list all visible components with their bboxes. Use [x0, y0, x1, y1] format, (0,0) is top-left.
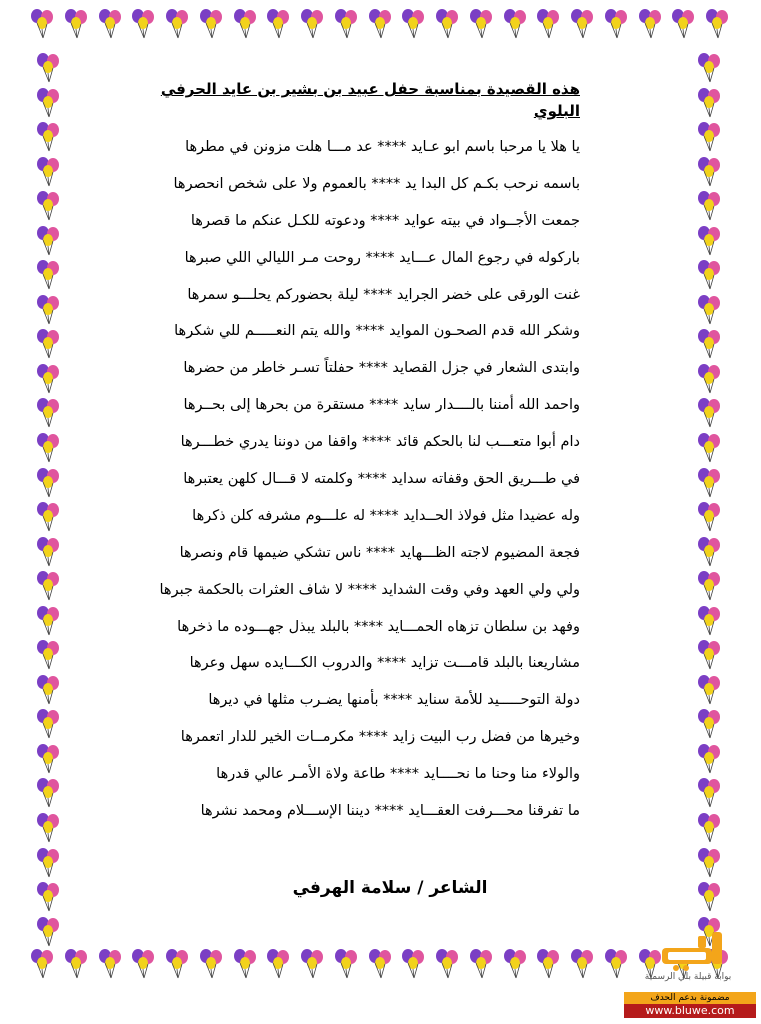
balloon-cluster-icon: [534, 948, 564, 980]
balloon-cluster-icon: [34, 536, 64, 568]
balloon-cluster-icon: [96, 8, 126, 40]
balloon-cluster-icon: [399, 8, 429, 40]
balloon-cluster-icon: [695, 190, 725, 222]
balloon-cluster-icon: [34, 639, 64, 671]
balloon-cluster-icon: [695, 225, 725, 257]
logo-url-link[interactable]: www.bluwe.com: [624, 1004, 756, 1018]
balloon-cluster-icon: [34, 708, 64, 740]
balloon-cluster-icon: [34, 156, 64, 188]
poem-verse: في طـــريق الحق وقفاته سدايد **** وكلمته لا قـــال كلهن يعتبرها: [183, 471, 580, 488]
balloon-cluster-icon: [28, 948, 58, 980]
balloon-border-left: [28, 52, 72, 948]
poem-verse: باسمه نرحب بكـم كل البدا يد **** بالعموم ولا على شخص انحصرها: [173, 175, 580, 192]
poem-title: هذه القصيدة بمناسبة حفل عبيد بن بشير بن عايد الحرفي البلوي: [160, 80, 580, 120]
balloon-cluster-icon: [96, 948, 126, 980]
balloon-cluster-icon: [34, 52, 64, 84]
logo-tagline: بوابة قبيلة بلي الرسمية: [644, 972, 732, 982]
balloon-cluster-icon: [34, 812, 64, 844]
poem-verse: وشكر الله قدم الصحـون الموايد **** والله يتم النعـــــم للي شكرها: [174, 323, 580, 340]
balloon-cluster-icon: [695, 432, 725, 464]
balloon-cluster-icon: [34, 847, 64, 879]
balloon-cluster-icon: [34, 225, 64, 257]
balloon-cluster-icon: [34, 570, 64, 602]
balloon-cluster-icon: [366, 8, 396, 40]
logo-banner: مضمونة بدعم الحدف: [624, 992, 756, 1004]
balloon-cluster-icon: [534, 8, 564, 40]
bluwe-logo[interactable]: [620, 928, 756, 1020]
poet-signature: الشاعر / سلامة الهرفي: [292, 878, 488, 898]
balloon-cluster-icon: [467, 948, 497, 980]
balloon-cluster-icon: [34, 777, 64, 809]
balloon-cluster-icon: [433, 948, 463, 980]
balloon-cluster-icon: [34, 397, 64, 429]
poem-verse: وفهد بن سلطان تزهاه الحمـــايد **** بالبلد يبذل جهـــوده ما ذخرها: [177, 618, 580, 635]
poem-verse: مشاريعنا بالبلد قامـــت تزايد **** والدروب الكـــايده سهل وعرها: [189, 655, 580, 672]
poem-verse: دولة التوحـــــيد للأمة سنايد **** بأمنها يضـرب مثلها في ديرها: [208, 692, 580, 709]
balloon-cluster-icon: [34, 743, 64, 775]
balloon-cluster-icon: [34, 467, 64, 499]
poem-verse: ولي ولي العهد وفي وقت الشدايد **** لا شاف العثرات بالحكمة جبرها: [159, 581, 580, 598]
balloon-cluster-icon: [28, 8, 58, 40]
balloon-cluster-icon: [34, 121, 64, 153]
balloon-cluster-icon: [695, 639, 725, 671]
balloon-cluster-icon: [695, 501, 725, 533]
balloon-cluster-icon: [467, 8, 497, 40]
balloon-cluster-icon: [34, 259, 64, 291]
balloon-cluster-icon: [366, 948, 396, 980]
balloon-cluster-icon: [602, 8, 632, 40]
balloon-cluster-icon: [695, 467, 725, 499]
poem-verse: وابتدى الشعار في جزل القصايد **** حفلتاً تسـر خاطر من حضرها: [183, 360, 580, 377]
balloon-cluster-icon: [695, 397, 725, 429]
balloon-cluster-icon: [34, 432, 64, 464]
poem-verse: باركوله في رجوع المال عـــايد **** روحت مـر الليالي اللي صبرها: [184, 249, 580, 266]
balloon-cluster-icon: [197, 948, 227, 980]
balloon-cluster-icon: [695, 87, 725, 119]
balloon-cluster-icon: [501, 8, 531, 40]
balloon-cluster-icon: [695, 363, 725, 395]
poem-content: [110, 78, 580, 837]
balloon-cluster-icon: [34, 501, 64, 533]
balloon-cluster-icon: [695, 605, 725, 637]
poem-verse: واحمد الله أمننا بالــــدار سايد **** مستقرة من بحرها إلى بحــرها: [183, 397, 580, 414]
balloon-cluster-icon: [568, 8, 598, 40]
balloon-cluster-icon: [332, 948, 362, 980]
balloon-cluster-icon: [695, 328, 725, 360]
balloon-cluster-icon: [695, 536, 725, 568]
balloon-cluster-icon: [34, 605, 64, 637]
balloon-cluster-icon: [34, 294, 64, 326]
balloon-cluster-icon: [695, 259, 725, 291]
balloon-cluster-icon: [695, 777, 725, 809]
balloon-cluster-icon: [34, 190, 64, 222]
poem-verse: وخيرها من فضل رب البيت زايد **** مكرمــات الخير للدار اتعمرها: [180, 729, 580, 746]
balloon-cluster-icon: [695, 294, 725, 326]
balloon-cluster-icon: [399, 948, 429, 980]
balloon-cluster-icon: [163, 8, 193, 40]
balloon-cluster-icon: [34, 881, 64, 913]
balloon-cluster-icon: [695, 847, 725, 879]
balloon-cluster-icon: [264, 948, 294, 980]
balloon-cluster-icon: [298, 948, 328, 980]
balloon-cluster-icon: [197, 8, 227, 40]
balloon-cluster-icon: [568, 948, 598, 980]
balloon-cluster-icon: [433, 8, 463, 40]
balloon-cluster-icon: [636, 8, 666, 40]
balloon-cluster-icon: [34, 328, 64, 360]
balloon-cluster-icon: [129, 948, 159, 980]
bluwe-logo-icon: [658, 928, 728, 972]
balloon-cluster-icon: [34, 916, 64, 948]
poem-verse: فجعة المضيوم لاجته الظـــهايد **** ناس تشكي ضيمها قام ونصرها: [179, 544, 580, 561]
balloon-cluster-icon: [34, 87, 64, 119]
balloon-cluster-icon: [231, 8, 261, 40]
balloon-cluster-icon: [34, 674, 64, 706]
poem-verse: جمعت الأجــواد في بيته عوايد **** ودعوته للكـل عنكم ما قصرها: [190, 212, 580, 229]
balloon-cluster-icon: [62, 948, 92, 980]
balloon-cluster-icon: [163, 948, 193, 980]
balloon-cluster-icon: [695, 570, 725, 602]
balloon-cluster-icon: [669, 8, 699, 40]
poem-verse: ما تفرقنا محـــرفت العقـــايد **** ديننا الإســـلام ومحمد نشرها: [200, 803, 580, 820]
balloon-cluster-icon: [695, 674, 725, 706]
balloon-border-top: [28, 8, 733, 52]
balloon-cluster-icon: [34, 363, 64, 395]
poem-verse: وله عضيدا مثل فولاذ الحــدايد **** له علـــوم مشرفه كلن ذكرها: [192, 507, 580, 524]
balloon-cluster-icon: [501, 948, 531, 980]
balloon-cluster-icon: [695, 52, 725, 84]
poem-verse: يا هلا يا مرحبا باسم ابو عـايد **** عد مـــا هلت مزونن في مطرها: [185, 139, 580, 155]
poem-verse: غنت الورقى على خضر الجرايد **** ليلة بحضوركم يحلـــو سمرها: [187, 286, 580, 303]
balloon-cluster-icon: [62, 8, 92, 40]
balloon-cluster-icon: [695, 156, 725, 188]
poem-verse: دام أبوا متعـــب لنا بالحكم قائد **** واقفا من دوننا يدري خطـــرها: [180, 434, 580, 451]
balloon-cluster-icon: [695, 121, 725, 153]
balloon-border-right: [689, 52, 733, 948]
balloon-cluster-icon: [695, 743, 725, 775]
balloon-cluster-icon: [231, 948, 261, 980]
balloon-cluster-icon: [129, 8, 159, 40]
balloon-cluster-icon: [695, 881, 725, 913]
balloon-cluster-icon: [332, 8, 362, 40]
balloon-cluster-icon: [264, 8, 294, 40]
verse-list: [110, 136, 580, 837]
balloon-cluster-icon: [695, 812, 725, 844]
balloon-cluster-icon: [703, 8, 733, 40]
balloon-cluster-icon: [298, 8, 328, 40]
balloon-cluster-icon: [695, 708, 725, 740]
poem-verse: والولاء منا وحنا ما نحــــايد **** طاعة ولاة الأمـر عالي قدرها: [216, 766, 580, 783]
